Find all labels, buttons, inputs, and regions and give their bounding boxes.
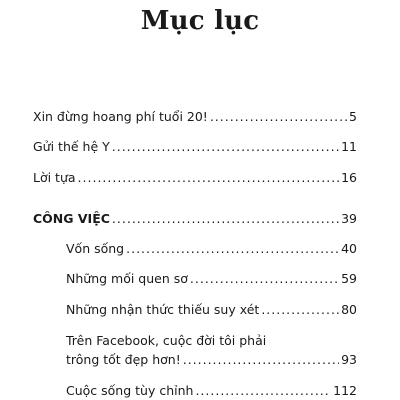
toc-section-page: 39 xyxy=(341,211,357,226)
toc-section xyxy=(33,211,357,227)
leader-dots xyxy=(261,302,339,318)
toc-entry-page: 16 xyxy=(341,170,357,185)
toc-subentry-label-line1: Trên Facebook, cuộc đời tôi phải xyxy=(66,333,267,348)
page-title: Mục lục xyxy=(140,6,260,36)
toc-entry-label: Gửi thế hệ Y xyxy=(33,139,110,154)
leader-dots xyxy=(210,109,347,125)
toc-subentry xyxy=(66,383,357,399)
leader-dots xyxy=(78,170,340,186)
toc-subentry-label: Những nhận thức thiếu suy xét xyxy=(66,302,260,317)
toc-entry-label: Lời tựa xyxy=(33,170,76,185)
leader-dots xyxy=(112,211,339,227)
toc-subentry-page: 80 xyxy=(341,302,357,317)
toc-entry xyxy=(33,139,357,155)
toc-section-label: CÔNG VIỆC xyxy=(33,211,110,226)
toc-entry-page: 5 xyxy=(349,109,357,124)
leader-dots xyxy=(195,383,331,399)
leader-dots xyxy=(183,352,339,368)
toc-subentry-label: trông tốt đẹp hơn! xyxy=(66,352,181,367)
toc-subentry-label: Vốn sống xyxy=(66,241,125,256)
toc-subentry-label: Cuộc sống tùy chỉnh xyxy=(66,383,194,398)
leader-dots xyxy=(112,139,339,155)
leader-dots xyxy=(190,271,339,287)
toc-entry xyxy=(33,170,357,186)
toc-entry-page: 11 xyxy=(341,139,357,154)
leader-dots xyxy=(126,241,339,257)
toc-subentry xyxy=(66,352,357,368)
toc-subentry-page: 40 xyxy=(341,241,357,256)
toc-subentry xyxy=(66,271,357,287)
toc-subentry-label: Những mối quen sơ xyxy=(66,271,188,286)
toc-subentry-page: 59 xyxy=(341,271,357,286)
toc-subentry-page: 93 xyxy=(341,352,357,367)
toc-subentry xyxy=(66,241,357,257)
toc-subentry xyxy=(66,302,357,318)
toc-entry-label: Xin đừng hoang phí tuổi 20! xyxy=(33,109,208,124)
toc-entry xyxy=(33,109,357,125)
toc-subentry-page: 112 xyxy=(333,383,357,398)
